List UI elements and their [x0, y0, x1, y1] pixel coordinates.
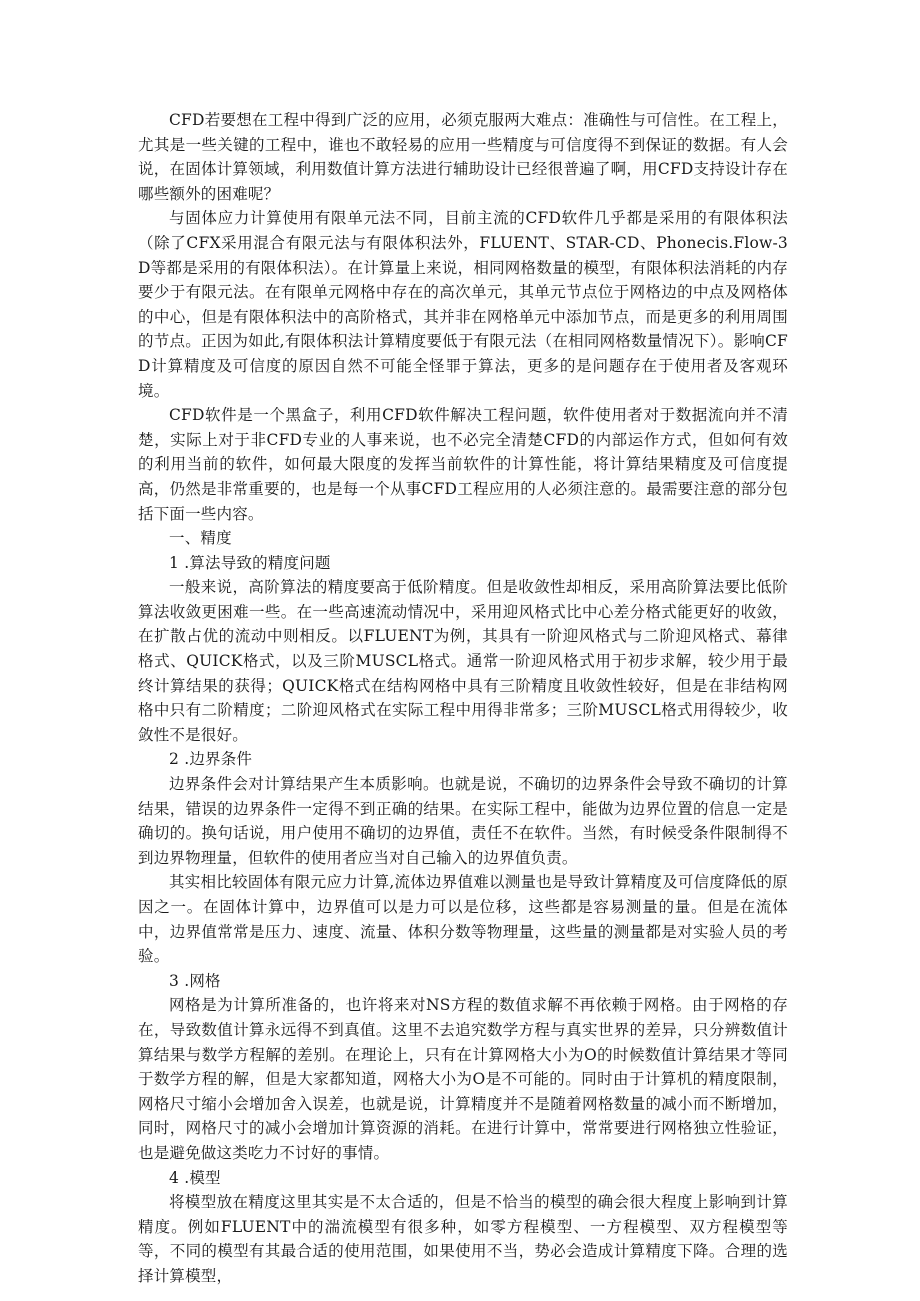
paragraph-boundary-2: 其实相比较固体有限元应力计算,流体边界值难以测量也是导致计算精度及可信度降低的原因之一。在固体计算中，边界值可以是力可以是位移，这些都是容易测量的量。但是在流体中，边界值常常是压力、速度、流量、体积分数等物理量，这些量的测量都是对实验人员的考验。 — [138, 873, 788, 966]
paragraph-black-box: CFD软件是一个黑盒子，利用CFD软件解决工程问题，软件使用者对于数据流向并不清楚，实际上对于非CFD专业的人事来说，也不必完全清楚CFD的内部运作方式，但如何有效的利用当前的软件，如何最大限度的发挥当前软件的计算性能，将计算结果精度及可信度提高，仍然是非常重要的，也是每一个从事CFD工程应用的人必须注意的。最需要注意的部分包括下面一些内容。 — [138, 406, 788, 523]
subheading-boundary: 2 .边界条件 — [169, 750, 253, 769]
subheading-mesh: 3 .网格 — [169, 971, 221, 990]
subheading-model: 4 .模型 — [169, 1168, 221, 1187]
paragraph-mesh: 网格是为计算所准备的，也许将来对NS方程的数值求解不再依赖于网格。由于网格的存在，导致数值计算永远得不到真值。这里不去追究数学方程与真实世界的差异，只分辨数值计算结果与数学方程解的差别。在理论上，只有在计算网格大小为O的时候数值计算结果才等同于数学方程的解，但是大家都知道，网格大小为O是不可能的。同时由于计算机的精度限制，网格尺寸缩小会增加舍入误差，也就是说，计算精度并不是随着网格数量的减小而不断增加，同时，网格尺寸的减小会增加计算资源的消耗。在进行计算中，常常要进行网格独立性验证，也是避免做这类吃力不讨好的事情。 — [138, 996, 788, 1162]
paragraph-intro: CFD若要想在工程中得到广泛的应用，必须克服两大难点：准确性与可信性。在工程上，尤其是一些关键的工程中，谁也不敢轻易的应用一些精度与可信度得不到保证的数据。有人会说，在固体计算领域，利用数值计算方法进行辅助设计已经很普遍了啊，用CFD支持设计存在哪些额外的困难呢？ — [138, 111, 788, 203]
paragraph-boundary-1: 边界条件会对计算结果产生本质影响。也就是说，不确切的边界条件会导致不确切的计算结果，错误的边界条件一定得不到正确的结果。在实际工程中，能做为边界位置的信息一定是确切的。换句话说，用户使用不确切的边界值，责任不在软件。当然，有时候受条件限制得不到边界物理量，但软件的使用者应当对自己输入的边界值负责。 — [138, 775, 788, 867]
subheading-algorithm: 1 .算法导致的精度问题 — [169, 553, 331, 572]
document-body — [138, 108, 788, 1289]
paragraph-model: 将模型放在精度这里其实是不太合适的，但是不恰当的模型的确会很大程度上影响到计算精度。例如FLUENT中的湍流模型有很多种，如零方程模型、一方程模型、双方程模型等等，不同的模型有其最合适的使用范围，如果使用不当，势必会造成计算精度下降。合理的选择计算模型， — [138, 1193, 788, 1285]
paragraph-fvm-vs-fem: 与固体应力计算使用有限单元法不同，目前主流的CFD软件几乎都是采用的有限体积法（除了CFX采用混合有限元法与有限体积法外，FLUENT、STAR-CD、Phonecis.Flow-3D等都是采用的有限体积法）。在计算量上来说，相同网格数量的模型，有限体积法消耗的内存要少于有限元法。在有限单元网格中存在的高次单元，其单元节点位于网格边的中点及网格体的中心，但是有限体积法中的高阶格式，其并非在网格单元中添加节点，而是更多的利用周围的节点。正因为如此,有限体积法计算精度要低于有限元法（在相同网格数量情况下）。影响CFD计算精度及可信度的原因自然不可能全怪罪于算法，更多的是问题存在于使用者及客观环境。 — [138, 209, 788, 400]
section-heading-precision: 一、精度 — [169, 529, 232, 548]
paragraph-algorithm: 一般来说，高阶算法的精度要高于低阶精度。但是收敛性却相反，采用高阶算法要比低阶算法收敛更困难一些。在一些高速流动情况中，采用迎风格式比中心差分格式能更好的收敛，在扩散占优的流动中则相反。以FLUENT为例，其具有一阶迎风格式与二阶迎风格式、幕律格式、QUICK格式，以及三阶MUSCL格式。通常一阶迎风格式用于初步求解，较少用于最终计算结果的获得；QUICK格式在结构网格中具有三阶精度且收敛性较好，但是在非结构网格中只有二阶精度；二阶迎风格式在实际工程中用得非常多；三阶MUSCL格式用得较少，收敛性不是很好。 — [138, 578, 788, 744]
